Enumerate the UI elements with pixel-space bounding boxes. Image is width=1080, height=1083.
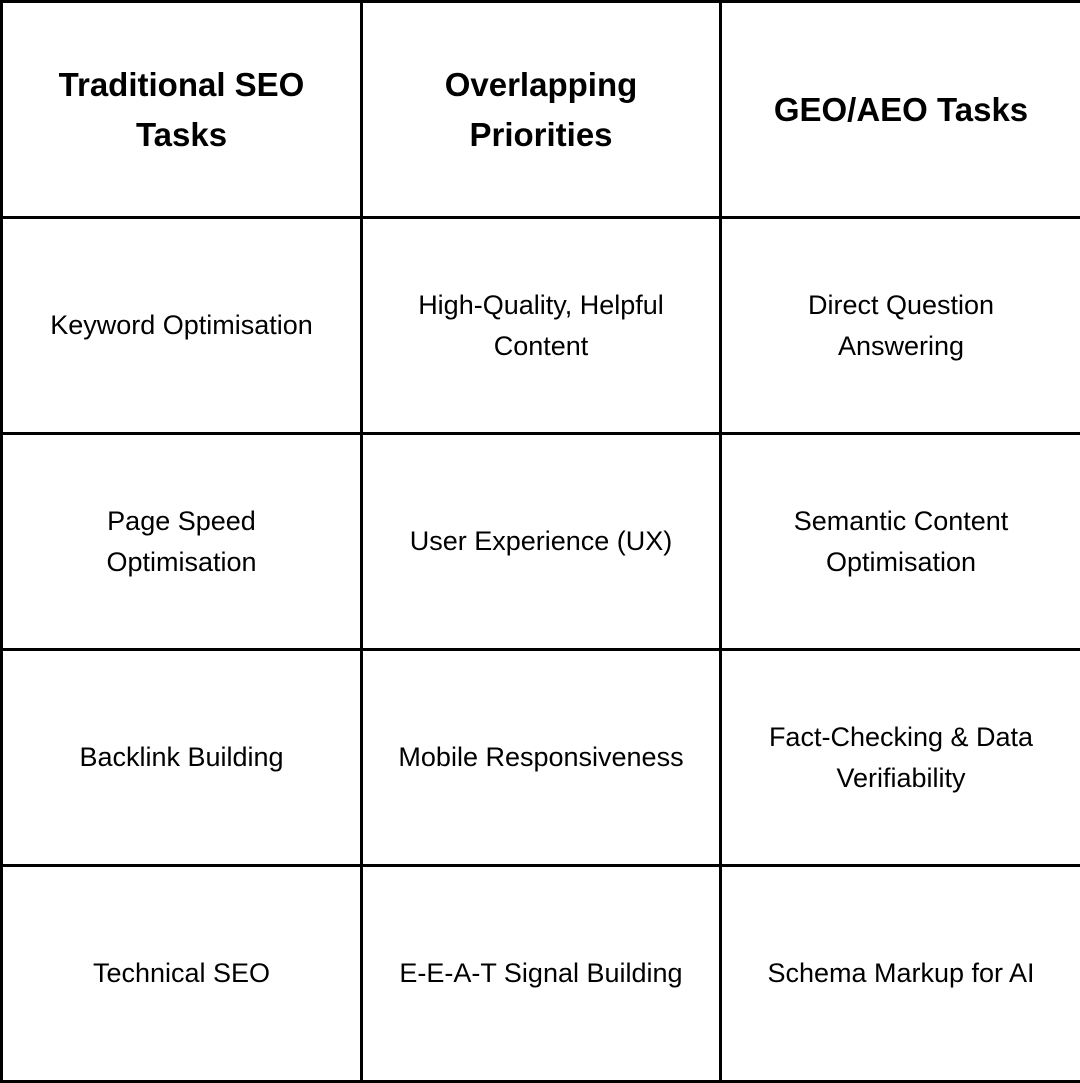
table-cell bbox=[2, 650, 362, 866]
header-overlapping-priorities bbox=[362, 2, 721, 218]
cell-text: Semantic Content Optimisation bbox=[771, 501, 1031, 583]
table-row bbox=[2, 650, 1080, 866]
cell-text: Page Speed Optimisation bbox=[72, 501, 292, 583]
cell-text: Fact-Checking & Data Verifiability bbox=[751, 717, 1051, 799]
table-cell bbox=[2, 218, 362, 434]
header-row bbox=[2, 2, 1080, 218]
cell-text: E-E-A-T Signal Building bbox=[399, 953, 682, 994]
table-cell bbox=[362, 866, 721, 1082]
cell-text: Schema Markup for AI bbox=[767, 953, 1034, 994]
header-label: GEO/AEO Tasks bbox=[774, 85, 1028, 135]
table-row bbox=[2, 218, 1080, 434]
table-cell bbox=[2, 866, 362, 1082]
cell-text: Backlink Building bbox=[79, 737, 283, 778]
header-label: Overlapping Priorities bbox=[426, 60, 656, 160]
cell-text: Keyword Optimisation bbox=[50, 305, 313, 346]
cell-text: Mobile Responsiveness bbox=[398, 737, 683, 778]
table-row bbox=[2, 434, 1080, 650]
cell-text: User Experience (UX) bbox=[410, 521, 673, 562]
table-cell bbox=[721, 434, 1080, 650]
table-cell bbox=[2, 434, 362, 650]
table-row bbox=[2, 866, 1080, 1082]
table-cell bbox=[362, 218, 721, 434]
table-cell bbox=[362, 650, 721, 866]
header-geo-aeo bbox=[721, 2, 1080, 218]
cell-text: High-Quality, Helpful Content bbox=[396, 285, 686, 367]
cell-text: Technical SEO bbox=[93, 953, 270, 994]
cell-text: Direct Question Answering bbox=[776, 285, 1026, 367]
header-traditional-seo bbox=[2, 2, 362, 218]
table-header bbox=[2, 2, 1080, 218]
table-cell bbox=[721, 650, 1080, 866]
table-body bbox=[2, 218, 1080, 1082]
table-cell bbox=[721, 866, 1080, 1082]
table-cell bbox=[362, 434, 721, 650]
table-cell bbox=[721, 218, 1080, 434]
header-label: Traditional SEO Tasks bbox=[42, 60, 322, 160]
